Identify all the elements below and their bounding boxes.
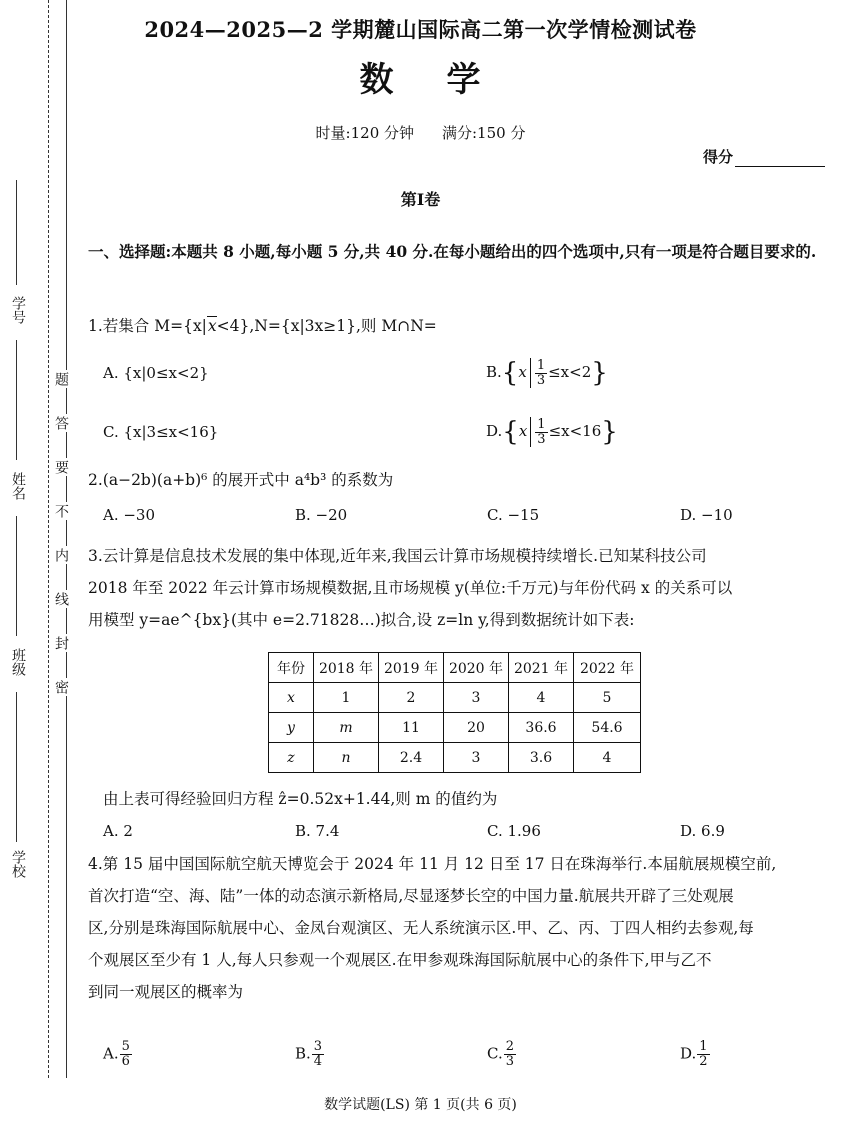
table-row: x 1 2 3 4 5 (269, 683, 641, 713)
data-table (268, 652, 641, 773)
seal-char: 答 (53, 416, 69, 430)
class-label: 班级 (10, 648, 26, 676)
seal-char: 封 (53, 636, 69, 650)
seal-char: 线 (53, 592, 69, 606)
score-field (703, 146, 825, 167)
q3-option-d: D. 6.9 (680, 822, 725, 840)
q3-option-c: C. 1.96 (487, 822, 541, 840)
name-blank (16, 340, 17, 460)
exam-meta (0, 122, 841, 143)
table-row: y m 11 20 36.6 54.6 (269, 713, 641, 743)
name-label: 姓名 (10, 472, 26, 500)
q3-option-a: A. 2 (103, 822, 133, 840)
q1-option-c: C. {x|3≤x<16} (103, 423, 219, 441)
seal-char: 内 (53, 548, 69, 562)
class-blank (16, 516, 17, 636)
seal-char: 题 (53, 372, 69, 386)
seal-char: 要 (53, 460, 69, 474)
q4-option-d: D. $\frac{1}{2}$ (680, 1039, 708, 1069)
section-heading: 一、选择题:本题共 8 小题,每小题 5 分,共 40 分.在每小题给出的四个选项中,只有一项是符合题目要求的. (88, 242, 817, 261)
table-header-row: 年份 2018 年 2019 年 2020 年 2021 年 2022 年 (269, 653, 641, 683)
question-4: 4.第 15 届中国国际航空航天博览会于 2024 年 11 月 12 日至 17 日在珠海举行.本届航展规模空前, 首次打造“空、海、陆”一体的动态演示新格局,尽显逐梦长空的中国力量.航展共开辟了三处观展 区,分别是珠海国际航展中心、金凤台观演区、无人系统演示区.甲、乙、丙、丁四人相约去参观,每 个观展区至少有 1 人,每人只参观一个观展区.在甲参观珠海国际航展中心的条件下,甲与乙不 到同一观展区的概率为 (88, 855, 777, 1001)
question-3: 3.云计算是信息技术发展的集中体现,近年来,我国云计算市场规模持续增长.已知某科技公司 2018 年至 2022 年云计算市场规模数据,且市场规模 y(单位:千万元)与年份代码 x 的关系可以 用模型 y=ae^{bx}(其中 e=2.71828…)拟合,设 z=ln y,得到数据统计如下表: (88, 547, 733, 629)
q2-option-b: B. −20 (295, 506, 348, 524)
q4-option-b: B. $\frac{3}{4}$ (295, 1039, 323, 1069)
seal-dashed-line (48, 0, 49, 1078)
seal-char: 不 (53, 504, 69, 518)
q1-option-b: B.{x $\frac{1}{3}$ ≤x<2} (486, 357, 608, 388)
margin-border-line (66, 0, 67, 1078)
score-blank (735, 152, 825, 167)
exam-full-score: 满分:150 分 (442, 124, 526, 142)
page-footer: 数学试题(LS) 第 1 页(共 6 页) (324, 1097, 517, 1113)
subject-title: 数 学 (359, 60, 482, 100)
seal-char: 密 (53, 680, 69, 694)
q1-option-d: D.{x $\frac{1}{3}$ ≤x<16} (486, 416, 618, 447)
q3-option-b: B. 7.4 (295, 822, 340, 840)
q1-option-a: A. {x|0≤x<2} (103, 364, 209, 382)
exam-time: 时量:120 分钟 (315, 124, 414, 142)
volume-title: 第Ⅰ卷 (400, 190, 441, 209)
exam-title: 2024—2025—2 学期麓山国际高二第一次学情检测试卷 (144, 17, 697, 42)
q2-option-c: C. −15 (487, 506, 540, 524)
table-row: z n 2.4 3 3.6 4 (269, 743, 641, 773)
school-label: 学校 (10, 850, 26, 878)
q4-option-a: A. $\frac{5}{6}$ (103, 1039, 130, 1069)
school-blank (16, 692, 17, 842)
q2-option-d: D. −10 (680, 506, 733, 524)
q3-followup: 由上表可得经验回归方程 ẑ=0.52x+1.44,则 m 的值约为 (103, 790, 498, 808)
q2-option-a: A. −30 (103, 506, 156, 524)
student-id-label: 学号 (10, 296, 26, 324)
score-label: 得分 (702, 148, 733, 166)
question-1: 1.若集合 M={x|x<4},N={x|3x≥1},则 M∩N= (88, 317, 437, 335)
q4-option-c: C. $\frac{2}{3}$ (487, 1039, 514, 1069)
question-2: 2.(a−2b)(a+b)⁶ 的展开式中 a⁴b³ 的系数为 (88, 471, 394, 489)
